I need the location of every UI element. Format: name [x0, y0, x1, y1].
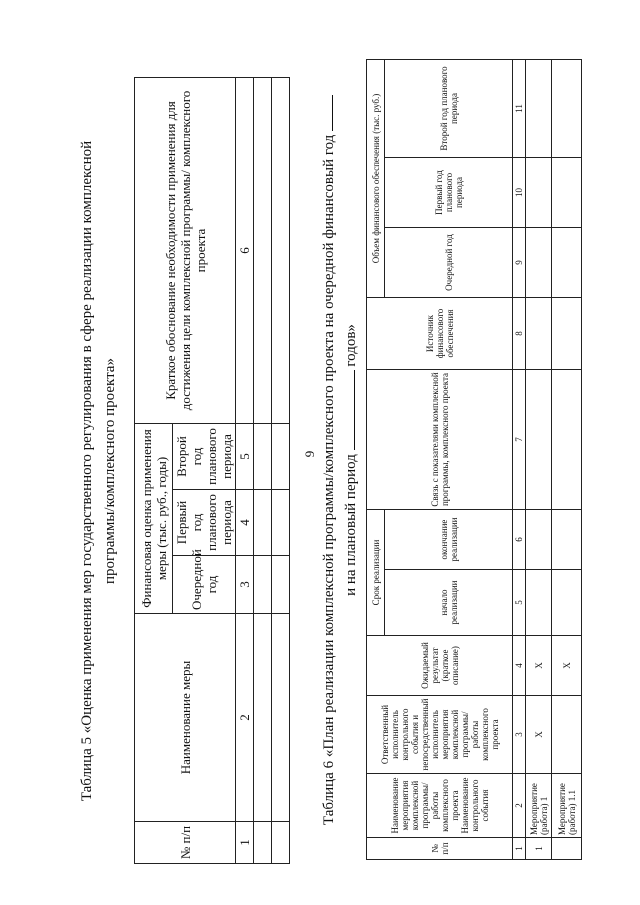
- t6-row-num: 1: [526, 838, 552, 860]
- t6-header-volume: Объем финансового обеспечения (тыс. руб.): [367, 59, 385, 297]
- t5-colnum: 5: [236, 424, 254, 490]
- t5-colnum: 4: [236, 490, 254, 556]
- t5-cell: [272, 614, 290, 822]
- t6-header-name: Наименование мероприятия комплексной программы/ работы комплексного проекта Наименование контрольного события: [367, 774, 513, 838]
- t5-header-first-year: Первый год планового периода: [173, 490, 236, 556]
- t6-header-term-end: окончание реализации: [385, 510, 513, 570]
- t6-header-link: Связь с показателями комплексной программы, комплексного проекта: [367, 370, 513, 510]
- table5-block: [76, 78, 286, 864]
- t6-row-name: Мероприятие (работа) 1: [526, 774, 552, 838]
- t5-cell: [272, 822, 290, 864]
- table6-title: [318, 60, 364, 860]
- t6-colnum: 3: [513, 696, 526, 774]
- t6-header-num: № п/п: [367, 838, 513, 860]
- t6-colnum: 5: [513, 570, 526, 636]
- t6-colnum: 4: [513, 636, 526, 696]
- t6-cell: [526, 158, 552, 228]
- t5-header-current-year: Очередной год: [173, 556, 236, 614]
- t6-header-expected-result: Ожидаемый результат (краткое описание): [367, 636, 513, 696]
- t6-cell: [552, 510, 582, 570]
- table6: [366, 59, 582, 860]
- t5-colnum: 6: [236, 78, 254, 424]
- t6-row-responsible: [552, 696, 582, 774]
- t6-cell: [526, 228, 552, 298]
- t6-cell: [526, 510, 552, 570]
- t6-colnum: 1: [513, 838, 526, 860]
- t5-cell: [254, 78, 272, 424]
- t5-colnum: 1: [236, 822, 254, 864]
- t6-cell: [552, 370, 582, 510]
- t6-colnum: 11: [513, 59, 526, 157]
- t6-header-current-year: Очередной год: [385, 228, 513, 298]
- t5-cell: [272, 490, 290, 556]
- t6-colnum: 2: [513, 774, 526, 838]
- t5-cell: [272, 556, 290, 614]
- t6-row-expected: Х: [552, 636, 582, 696]
- table6-block: [318, 60, 580, 860]
- t6-header-term: Срок реализации: [367, 510, 385, 636]
- table5-title: [76, 78, 126, 864]
- t6-colnum: 10: [513, 158, 526, 228]
- t6-row-num: [552, 838, 582, 860]
- t5-header-finance: Финансовая оценка применения меры (тыс. руб., годы): [135, 424, 173, 614]
- t6-row-responsible: Х: [526, 696, 552, 774]
- table6-title-line2a: и на плановый период: [343, 454, 359, 596]
- t6-cell: [526, 370, 552, 510]
- t5-header-justification: Краткое обоснование необходимости применения для достижения цели комплексной программы/ комплексного проекта: [135, 78, 236, 424]
- t5-cell: [254, 556, 272, 614]
- t6-cell: [552, 570, 582, 636]
- t6-header-second-year: Второй год планового периода: [385, 59, 513, 157]
- t6-cell: [552, 158, 582, 228]
- table5: [134, 77, 290, 864]
- table6-title-line2b: годов»: [343, 324, 359, 367]
- t6-header-source: Источник финансового обеспечения: [367, 298, 513, 370]
- table5-title-line2: программы/комплексного проекта»: [102, 358, 118, 584]
- t6-header-responsible: Ответственный исполнитель контрольного события и непосредственный исполнитель мероприятия комплексной программы/ работы комплексного проекта: [367, 696, 513, 774]
- t6-header-term-start: начало реализации: [385, 570, 513, 636]
- table-row: [526, 59, 552, 859]
- t5-cell: [254, 424, 272, 490]
- t6-header-first-year: Первый год планового периода: [385, 158, 513, 228]
- t5-cell: [254, 614, 272, 822]
- table-row: [552, 59, 582, 859]
- t5-header-second-year: Второй год планового периода: [173, 424, 236, 490]
- t6-cell: [526, 570, 552, 636]
- t6-cell: [552, 228, 582, 298]
- t5-colnum: 2: [236, 614, 254, 822]
- t6-colnum: 9: [513, 228, 526, 298]
- t5-cell: [272, 424, 290, 490]
- t6-colnum: 6: [513, 510, 526, 570]
- t5-header-name: Наименование меры: [135, 614, 236, 822]
- t5-header-num: № п/п: [135, 822, 236, 864]
- t6-cell: [552, 59, 582, 157]
- t6-colnum: 8: [513, 298, 526, 370]
- t6-cell: [526, 298, 552, 370]
- table5-title-line1: Таблица 5 «Оценка применения мер государственного регулирования в сфере реализации комплексной: [79, 140, 95, 802]
- t6-row-expected: Х: [526, 636, 552, 696]
- t5-cell: [272, 78, 290, 424]
- table6-title-line1: Таблица 6 «План реализации комплексной программы/комплексного проекта на очередной финансовый год: [321, 134, 337, 826]
- page-number: 9: [302, 450, 317, 458]
- t5-colnum: 3: [236, 556, 254, 614]
- table6-title-blank-period: [340, 370, 355, 450]
- t6-cell: [552, 298, 582, 370]
- t5-cell: [254, 822, 272, 864]
- table6-title-blank-year: [318, 95, 333, 131]
- t6-cell: [526, 59, 552, 157]
- t6-colnum: 7: [513, 370, 526, 510]
- t5-cell: [254, 490, 272, 556]
- t6-row-name: Мероприятие (работа) 1.1: [552, 774, 582, 838]
